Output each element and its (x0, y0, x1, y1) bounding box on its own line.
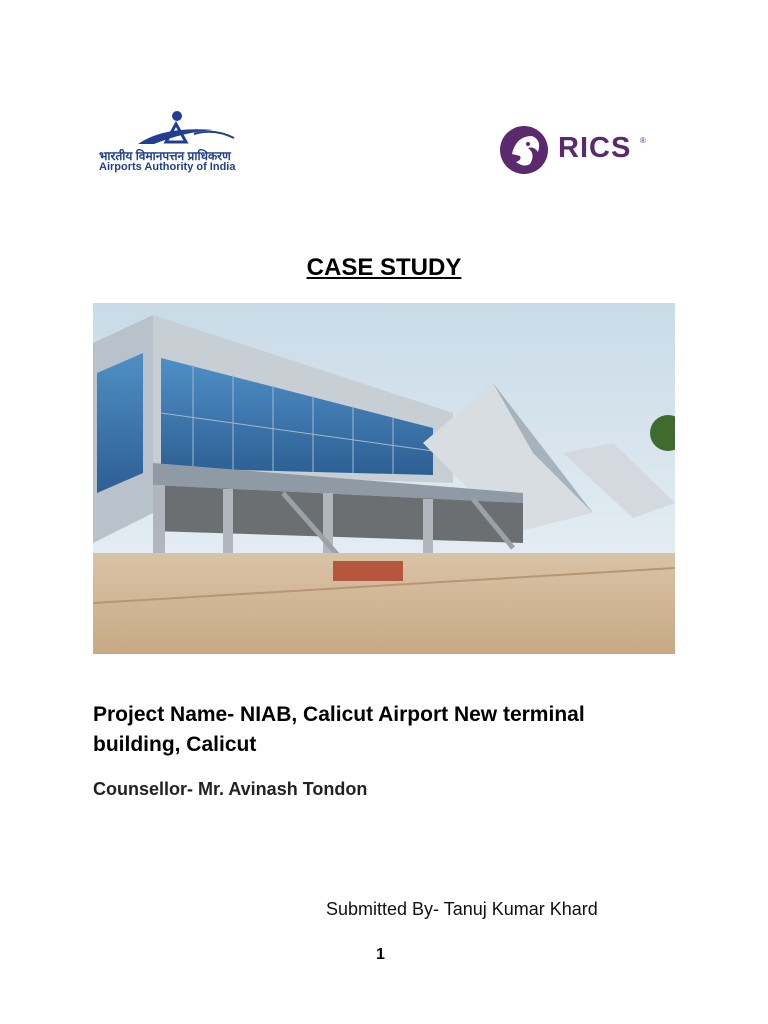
aai-hindi-name: भारतीय विमानपत्तन प्राधिकरण (99, 149, 231, 163)
rics-logo (498, 124, 658, 176)
aai-logo (94, 104, 260, 184)
submitted-by: Submitted By- Tanuj Kumar Khard (326, 899, 598, 919)
aai-emblem-icon (94, 104, 260, 148)
rics-wordmark: RICS (558, 132, 632, 164)
terminal-building-photo (93, 303, 675, 654)
rics-registered-mark: ® (640, 136, 646, 145)
counsellor: Counsellor- Mr. Avinash Tondon (93, 779, 368, 799)
lion-icon (498, 124, 550, 176)
aai-english-name: Airports Authority of India (99, 161, 236, 173)
project-name: Project Name- NIAB, Calicut Airport New terminal building, Calicut (93, 703, 585, 756)
page-title: CASE STUDY (306, 254, 462, 281)
page-number: 1 (376, 946, 385, 963)
